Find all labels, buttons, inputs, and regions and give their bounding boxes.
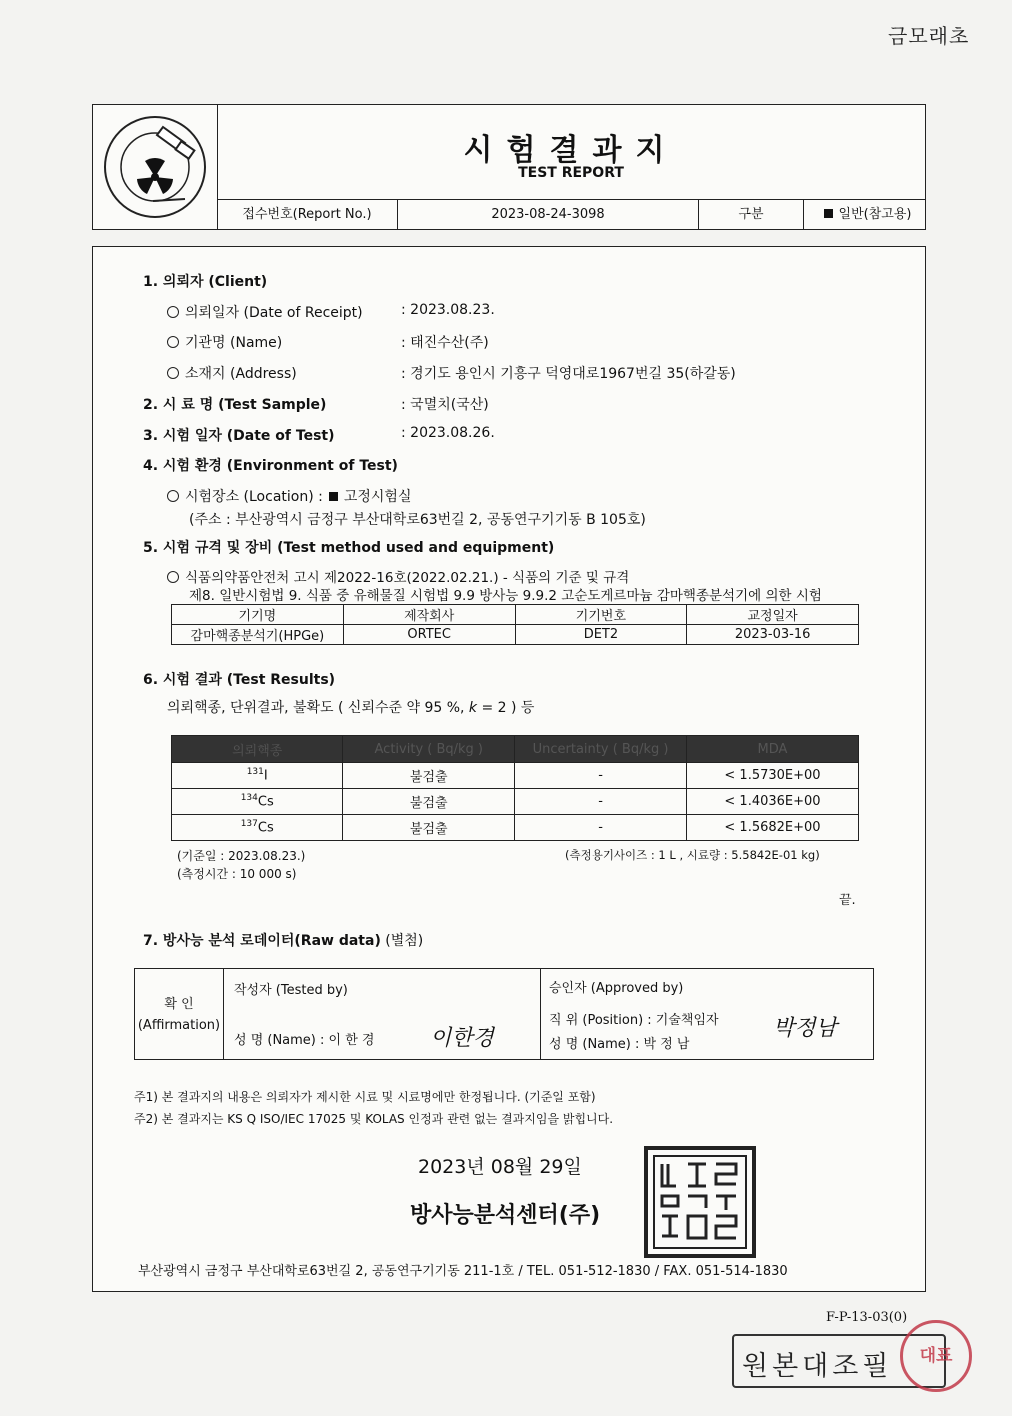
nuclide-element: Cs xyxy=(257,794,274,810)
end-mark: 끝. xyxy=(839,893,856,908)
issue-date: 2023년 08월 29일 xyxy=(418,1156,582,1178)
results-header-cell: Activity ( Bq/kg ) xyxy=(343,736,515,763)
nuclide-cell xyxy=(172,789,343,815)
sample-value: : 국멸치(국산) xyxy=(401,397,489,413)
section-raw-data-suffix: (별첨) xyxy=(380,933,424,949)
issuer-name: 방사능분석센터(주) xyxy=(410,1203,601,1228)
approver-name: 성 명 (Name) : 박 정 남 xyxy=(549,1037,690,1052)
results-desc-text: 의뢰핵종, 단위결과, 불확도 ( 신뢰수준 약 95 %, xyxy=(167,700,469,716)
section-test-date-heading: 3. 시험 일자 (Date of Test) xyxy=(143,428,335,444)
results-row xyxy=(172,789,859,815)
equip-cell: DET2 xyxy=(515,625,687,645)
tester-name: 성 명 (Name) : 이 한 경 xyxy=(234,1033,375,1048)
method-line-1 xyxy=(167,566,629,586)
activity-cell: 불검출 xyxy=(343,763,515,789)
section-sample-heading: 2. 시 료 명 (Test Sample) xyxy=(143,397,327,413)
report-no-value: 2023-08-24-3098 xyxy=(398,200,699,230)
circle-bullet-icon xyxy=(167,490,179,502)
location-value: 고정시험실 xyxy=(343,489,412,505)
client-address-value: : 경기도 용인시 기흥구 덕영대로1967번길 35(하갈동) xyxy=(401,366,736,382)
footer-address: 부산광역시 금정구 부산대학로63번길 2, 공동연구기기동 211-1호 / TEL. 051-512-1830 / FAX. 051-514-1830 xyxy=(138,1264,788,1279)
affirmation-label-en: (Affirmation) xyxy=(137,1018,221,1033)
section-client-heading: 1. 의뢰자 (Client) xyxy=(143,274,268,290)
results-header-row xyxy=(172,736,859,763)
circle-bullet-icon xyxy=(167,306,179,318)
note-1: 주1) 본 결과지의 내용은 의뢰자가 제시한 시료 및 시료명에만 한정됩니다. (기준일 포함) xyxy=(134,1090,596,1104)
activity-cell: 불검출 xyxy=(343,789,515,815)
section-environment-heading: 4. 시험 환경 (Environment of Test) xyxy=(143,458,398,474)
category-value-text: 일반(참고용) xyxy=(838,207,912,222)
approved-by-label: 승인자 (Approved by) xyxy=(549,981,684,996)
receipt-date-value: : 2023.08.23. xyxy=(401,302,495,318)
official-seal-icon xyxy=(648,1150,752,1254)
equip-header-cell: 교정일자 xyxy=(687,605,859,625)
radioactivity-logo-icon xyxy=(93,105,217,229)
results-desc-text-end: = 2 ) 등 xyxy=(477,700,535,716)
results-row xyxy=(172,815,859,841)
approver-position: 직 위 (Position) : 기술책임자 xyxy=(549,1013,719,1028)
handwritten-note: 금모래초 xyxy=(888,24,970,48)
affirmation-label-cell xyxy=(135,969,224,1059)
vessel-info: (측정용기사이즈 : 1 L , 시료량 : 5.5842E-01 kg) xyxy=(565,848,820,862)
red-seal xyxy=(900,1320,972,1392)
equip-cell: ORTEC xyxy=(343,625,515,645)
category-value xyxy=(804,200,925,230)
nuclide-mass: 137 xyxy=(240,819,258,830)
circle-bullet-icon xyxy=(167,367,179,379)
results-desc-k: k xyxy=(468,700,478,716)
mda-cell: < 1.5682E+00 xyxy=(687,815,859,841)
receipt-date-label xyxy=(167,302,363,322)
results-header-cell: MDA xyxy=(687,736,859,763)
location-line xyxy=(167,486,411,506)
uncertainty-cell: - xyxy=(515,815,687,841)
client-name-label-text: 기관명 (Name) xyxy=(185,335,283,351)
affirmation-box xyxy=(134,968,874,1060)
report-header xyxy=(92,104,926,230)
section-results-heading: 6. 시험 결과 (Test Results) xyxy=(143,672,336,688)
affirmation-label-ko: 확 인 xyxy=(164,997,194,1012)
uncertainty-cell: - xyxy=(515,789,687,815)
equipment-row xyxy=(172,625,859,645)
approver-cell xyxy=(541,969,873,1059)
location-label: 시험장소 (Location) : xyxy=(185,489,323,505)
activity-cell: 불검출 xyxy=(343,815,515,841)
logo-cell xyxy=(93,105,218,229)
equip-cell: 2023-03-16 xyxy=(687,625,859,645)
client-address-label-text: 소재지 (Address) xyxy=(185,366,297,382)
form-number: F-P-13-03(0) xyxy=(826,1310,908,1325)
nuclide-element: Cs xyxy=(257,820,274,836)
results-header-cell: 의뢰핵종 xyxy=(172,736,343,763)
report-no-label: 접수번호(Report No.) xyxy=(217,200,398,230)
client-name-value: : 태진수산(주) xyxy=(401,335,489,351)
nuclide-cell xyxy=(172,815,343,841)
results-description xyxy=(167,697,534,717)
location-address: (주소 : 부산광역시 금정구 부산대학로63번길 2, 공동연구기기동 B 105호) xyxy=(189,512,646,528)
client-name-label xyxy=(167,332,282,352)
original-copy-stamp-text: 원본대조필 xyxy=(742,1351,893,1382)
results-row xyxy=(172,763,859,789)
official-seal xyxy=(644,1146,756,1258)
receipt-date-label-text: 의뢰일자 (Date of Receipt) xyxy=(185,305,363,321)
nuclide-cell xyxy=(172,763,343,789)
tester-cell xyxy=(224,969,541,1059)
approver-signature: 박정남 xyxy=(773,1016,837,1041)
equip-header-cell: 기기명 xyxy=(172,605,344,625)
mda-cell: < 1.4036E+00 xyxy=(687,789,859,815)
equipment-table xyxy=(171,604,859,645)
equip-cell: 감마핵종분석기(HPGe) xyxy=(172,625,344,645)
report-info-row xyxy=(217,199,925,230)
report-body xyxy=(92,246,926,1292)
page-subtitle: TEST REPORT xyxy=(518,165,624,181)
red-seal-text: 대표 xyxy=(919,1346,953,1366)
client-address-label xyxy=(167,363,297,383)
method-line-2: 제8. 일반시험법 9. 식품 중 유해물질 시험법 9.9 방사능 9.9.2 고순도게르마늄 감마핵종분석기에 의한 시험 xyxy=(189,588,822,604)
test-date-value: : 2023.08.26. xyxy=(401,425,495,441)
equipment-header-row xyxy=(172,605,859,625)
method-line-1-text: 식품의약품안전처 고시 제2022-16호(2022.02.21.) - 식품의 기준 및 규격 xyxy=(185,570,630,586)
equip-header-cell: 제작회사 xyxy=(343,605,515,625)
circle-bullet-icon xyxy=(167,571,179,583)
note-2: 주2) 본 결과지는 KS Q ISO/IEC 17025 및 KOLAS 인정과 관련 없는 결과지임을 밝힙니다. xyxy=(134,1112,614,1126)
nuclide-mass: 131 xyxy=(246,767,264,778)
tester-signature: 이한경 xyxy=(430,1026,494,1051)
uncertainty-cell: - xyxy=(515,763,687,789)
nuclide-mass: 134 xyxy=(240,793,258,804)
checkbox-filled-icon xyxy=(329,492,338,501)
circle-bullet-icon xyxy=(167,336,179,348)
mda-cell: < 1.5730E+00 xyxy=(687,763,859,789)
reference-date: (기준일 : 2023.08.23.) xyxy=(177,849,306,863)
category-label: 구분 xyxy=(699,200,804,230)
results-header-cell: Uncertainty ( Bq/kg ) xyxy=(515,736,687,763)
tested-by-label: 작성자 (Tested by) xyxy=(234,983,348,998)
section-raw-data-heading: 7. 방사능 분석 로데이터(Raw data) xyxy=(143,933,381,949)
results-table xyxy=(171,735,859,841)
measurement-time: (측정시간 : 10 000 s) xyxy=(177,867,297,881)
page-title: 시험결과지 xyxy=(463,133,679,168)
nuclide-element: I xyxy=(263,768,268,784)
section-raw-data xyxy=(143,930,423,950)
section-method-heading: 5. 시험 규격 및 장비 (Test method used and equipment) xyxy=(143,540,555,556)
equip-header-cell: 기기번호 xyxy=(515,605,687,625)
checkbox-filled-icon xyxy=(824,209,833,218)
